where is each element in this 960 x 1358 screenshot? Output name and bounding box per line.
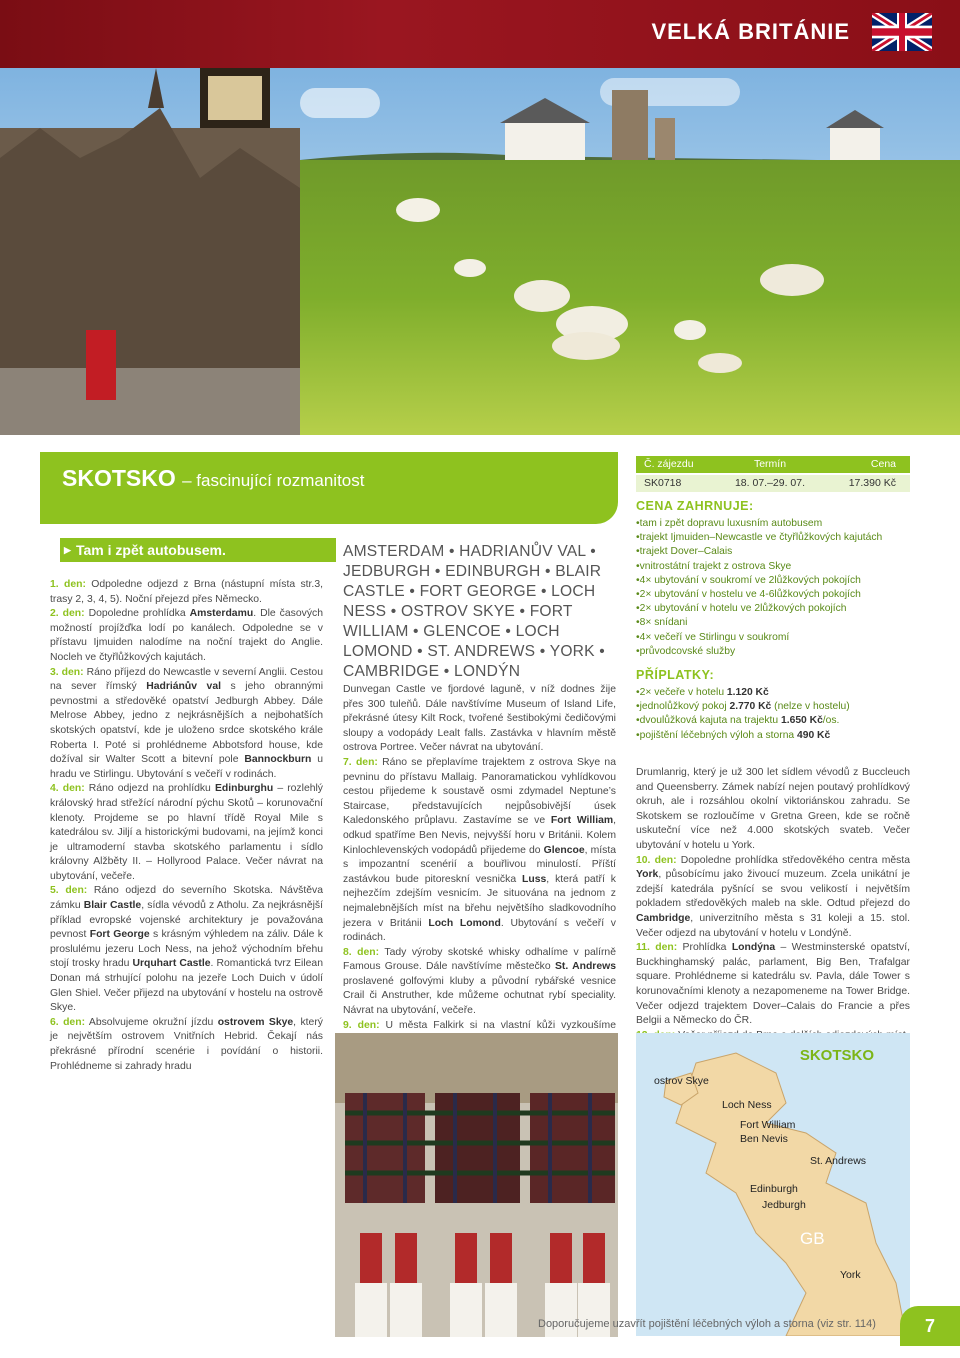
list-item: • 2× ubytování v hostelu ve 4-6lůžkových pokojích bbox=[636, 588, 910, 602]
map-label: Loch Ness bbox=[722, 1099, 772, 1111]
transport-label: ▶ Tam i zpět autobusem. bbox=[60, 538, 336, 562]
includes-title: CENA ZAHRNUJE: bbox=[636, 499, 754, 513]
price-includes bbox=[636, 499, 910, 743]
scotland-map bbox=[636, 1033, 910, 1336]
kilts-photo bbox=[335, 1033, 618, 1337]
insurance-note: Doporučujeme uzavřít pojištění léčebných výloh a storna (viz str. 114) bbox=[538, 1318, 876, 1330]
list-item: • 2× večeře v hotelu 1.120 Kč bbox=[636, 686, 910, 700]
headline: SKOTSKO – fascinující rozmanitost bbox=[62, 465, 365, 491]
map-country-label: GB bbox=[800, 1229, 825, 1248]
list-item: • průvodcovské služby bbox=[636, 645, 910, 659]
scotland-landscape-photo bbox=[0, 68, 960, 435]
map-title: SKOTSKO bbox=[799, 1047, 874, 1064]
map-label: Ben Nevis bbox=[740, 1133, 788, 1145]
itinerary-column-1: 1. den: Odpoledne odjezd z Brna (nástupní místa str.3, trasy 2, 3, 4, 5). Noční přejezd přes Německo. 2. den: Dopoledne prohlídka Amsterdamu. Dle časových možností projížďka lodí po kanálech. Odpoledne se v přístavu Ijmuiden nalodíme na noční trajekt do Anglie. Nocleh ve čtyřlůžkových kajutách. 3. den: Ráno příjezd do Newcastle v severní Anglii. Cestou na sever římský Hadriánův val s jeho obrannými pevnostmi a středověké opatství Jedburgh Abbey. Dále Melrose Abbey, jedno z nejkrásnějších a nejbohatších skotských opatství, kde je uloženo srdce skotského krále Roberta I. Poté si prohlédneme Abbotsford house, kde dožíval sir Walter Scott a bitevní pole Bannockburn u hradu ve Stirlingu. Ubytování s večeří v rodinách. 4. den: Ráno odjezd na prohlídku Edinburghu – rozlehlý královský hrad střežící národní pýchu Skotů – korunovační klenoty. Projdeme se po hlavní třídě Royal Mile s katedrálou sv. Jiljí a historickými budovami, na jejímž konci je ultramoderní stavba skotského parlamentu i sídlo královny Alžběty II. – Hollyrood Palace. Večer návrat na ubytování, večeře. 5. den: Ráno odjezd do severního Skotska. Návštěva zámku Blair Castle, sídla vévodů z Atholu. Za nejkrásnější příklad evropské vojenské architektury je považována pevnost Fort George s krásným výhledem na záliv. Dále k proslulému jezeru Loch Ness, na jehož východním břehu stojí trosky hradu Urquhart Castle. Romantická tvrz Eilean Donan má strhující polohu na jezeře Loch Duich v údolí Glen Shiel. Večer přijezd na ubytování v hostelu na ostrově Skye. 6. den: Absolvujeme okružní jízdu ostrovem Skye, který je největším ostrovem Vnitřních Hebrid. Čekají nás překrásné přírodní scenérie i povídání o historii. Prohlédneme si zahrady hradu bbox=[50, 579, 324, 1072]
price-table-header: Č. zájezdu Termín Cena bbox=[636, 456, 910, 473]
page-title: VELKÁ BRITÁNIE bbox=[651, 19, 850, 44]
map-label: Jedburgh bbox=[762, 1199, 806, 1211]
map-label: ostrov Skye bbox=[654, 1075, 709, 1087]
map-label: Fort William bbox=[740, 1119, 796, 1131]
list-item: • tam i zpět dopravu luxusním autobusem bbox=[636, 517, 910, 531]
extras-list bbox=[636, 686, 910, 743]
price-table-row: SK0718 18. 07.–29. 07. 17.390 Kč bbox=[636, 475, 910, 492]
list-item: • 4× ubytování v soukromí ve 2lůžkových pokojích bbox=[636, 574, 910, 588]
itinerary-column-3: Drumlanrig, který je už 300 let sídlem vévodů z Buccleuch and Queensberry. Zámek nabízí nejen poutavý prohlídkový okruh, ale i rozsáhlou okolní viktoriánskou zahradu. Se Skotskem se rozloučíme v Gretna Green, kde se ročně uskuteční více než 4.000 skotských svateb. Večer ubytování v hotelu u York. 10. den: Dopoledne prohlídka středověkého centra města York, působícímu jako živoucí muzeum. Zcela unikátní je zdejší katedrála pyšnící se svou velikostí i největším pokladem středověkých maleb na skle. Odtud přejezd do Cambridge, univerzitního města s 31 koleji a 15. stol. Večer odjezd na ubytování v hotelu v Londýně. 11. den: Prohlídka Londýna – Westminsterské opatství, Buckhinghamský palác, parlament, Big Ben, Trafalgar square. Prohlédneme si katedrálu sv. Pavla, dále Tower s korunovačními klenoty a nezapomeneme na Tower Bridge. Večer odjezd trajektem Dover–Calais do Francie a přes Belgii a Německo do ČR. bbox=[636, 767, 911, 1027]
extras-title: PŘÍPLATKY: bbox=[636, 668, 715, 683]
map-label: York bbox=[840, 1269, 861, 1281]
price-table bbox=[636, 456, 910, 492]
list-item: • pojištění léčebných výloh a storna 490 Kč bbox=[636, 729, 910, 743]
list-item: • dvoulůžková kajuta na trajektu 1.650 Kč/os. bbox=[636, 714, 910, 728]
uk-flag-icon bbox=[872, 13, 932, 51]
headline-bar bbox=[40, 452, 618, 524]
page-number: 7 bbox=[900, 1306, 960, 1346]
list-item: • trajekt Ijmuiden–Newcastle ve čtyřlůžkových kajutách bbox=[636, 531, 910, 545]
includes-list bbox=[636, 517, 910, 659]
tour-route: AMSTERDAM • HADRIANŮV VAL • JEDBURGH • EDINBURGH • BLAIR CASTLE • FORT GEORGE • LOCH NESS • OSTROV SKYE • FORT WILLIAM • GLENCOE • LOCH LOMOND • ST. ANDREWS • YORK • CAMBRIDGE • LONDÝN bbox=[343, 543, 605, 680]
itinerary-column-2: Dunvegan Castle ve fjordové laguně, v níž dodnes žije přes 300 tuleňů. Dále navštívíme Museum of Island Life, překrásné útesy Kilt Rock, tvořené šestibokými čedičovými sloupy a vodopády Lealt falls. Zastávka v hlavním městě ostrova Portree. Večer návrat na ubytování. 7. den: Ráno se přeplavíme trajektem z ostrova Skye na pevninu do přístavu Mallaig. Panoramatickou vyhlídkovou cestou přijedeme k soustavě osmi zdymadel Neptune’s Staircase, představujících nejpůsobivější úsek Kaledonského průplavu. Zastavíme se ve Fort William, odkud spatříme Ben Nevis, nejvyšší horu v Británii. Kolem Kinlochlevenských vodopádů přijedeme do Glencoe, místa s impozantní scenérií a bouřlivou minulostí. Příští zastávkou bude pitoreskní vesnička Luss, která patří k nejhezčím zdejším vesnicím. Je situována na jednom z nejmalebnějších míst na břehu největšího sladkovodního jezera v Británii Loch Lomond. Ubytování s večeří v rodinách. 8. den: Tady výroby skotské whisky odhalíme v palírně Famous Grouse. Dále navštívíme městečko St. Andrews proslavené golfovými kluby a původní rybářské vesnice Crail či Anstruther, kde můžeme ochutnat rybí speciality. Návrat na ubytování, večeře. 9. den: U města Falkirk si na vlastní kůži vyzkoušíme bbox=[343, 684, 617, 1031]
list-item: • trajekt Dover–Calais bbox=[636, 545, 910, 559]
map-label: Edinburgh bbox=[750, 1183, 798, 1195]
list-item: • vnitrostátní trajekt z ostrova Skye bbox=[636, 560, 910, 574]
list-item: • jednolůžkový pokoj 2.770 Kč (nelze v hostelu) bbox=[636, 700, 910, 714]
list-item: • 8× snídani bbox=[636, 616, 910, 630]
list-item: • 4× večeří ve Stirlingu v soukromí bbox=[636, 631, 910, 645]
list-item: • 2× ubytování v hotelu ve 2lůžkových pokojích bbox=[636, 602, 910, 616]
map-label: St. Andrews bbox=[810, 1155, 867, 1167]
